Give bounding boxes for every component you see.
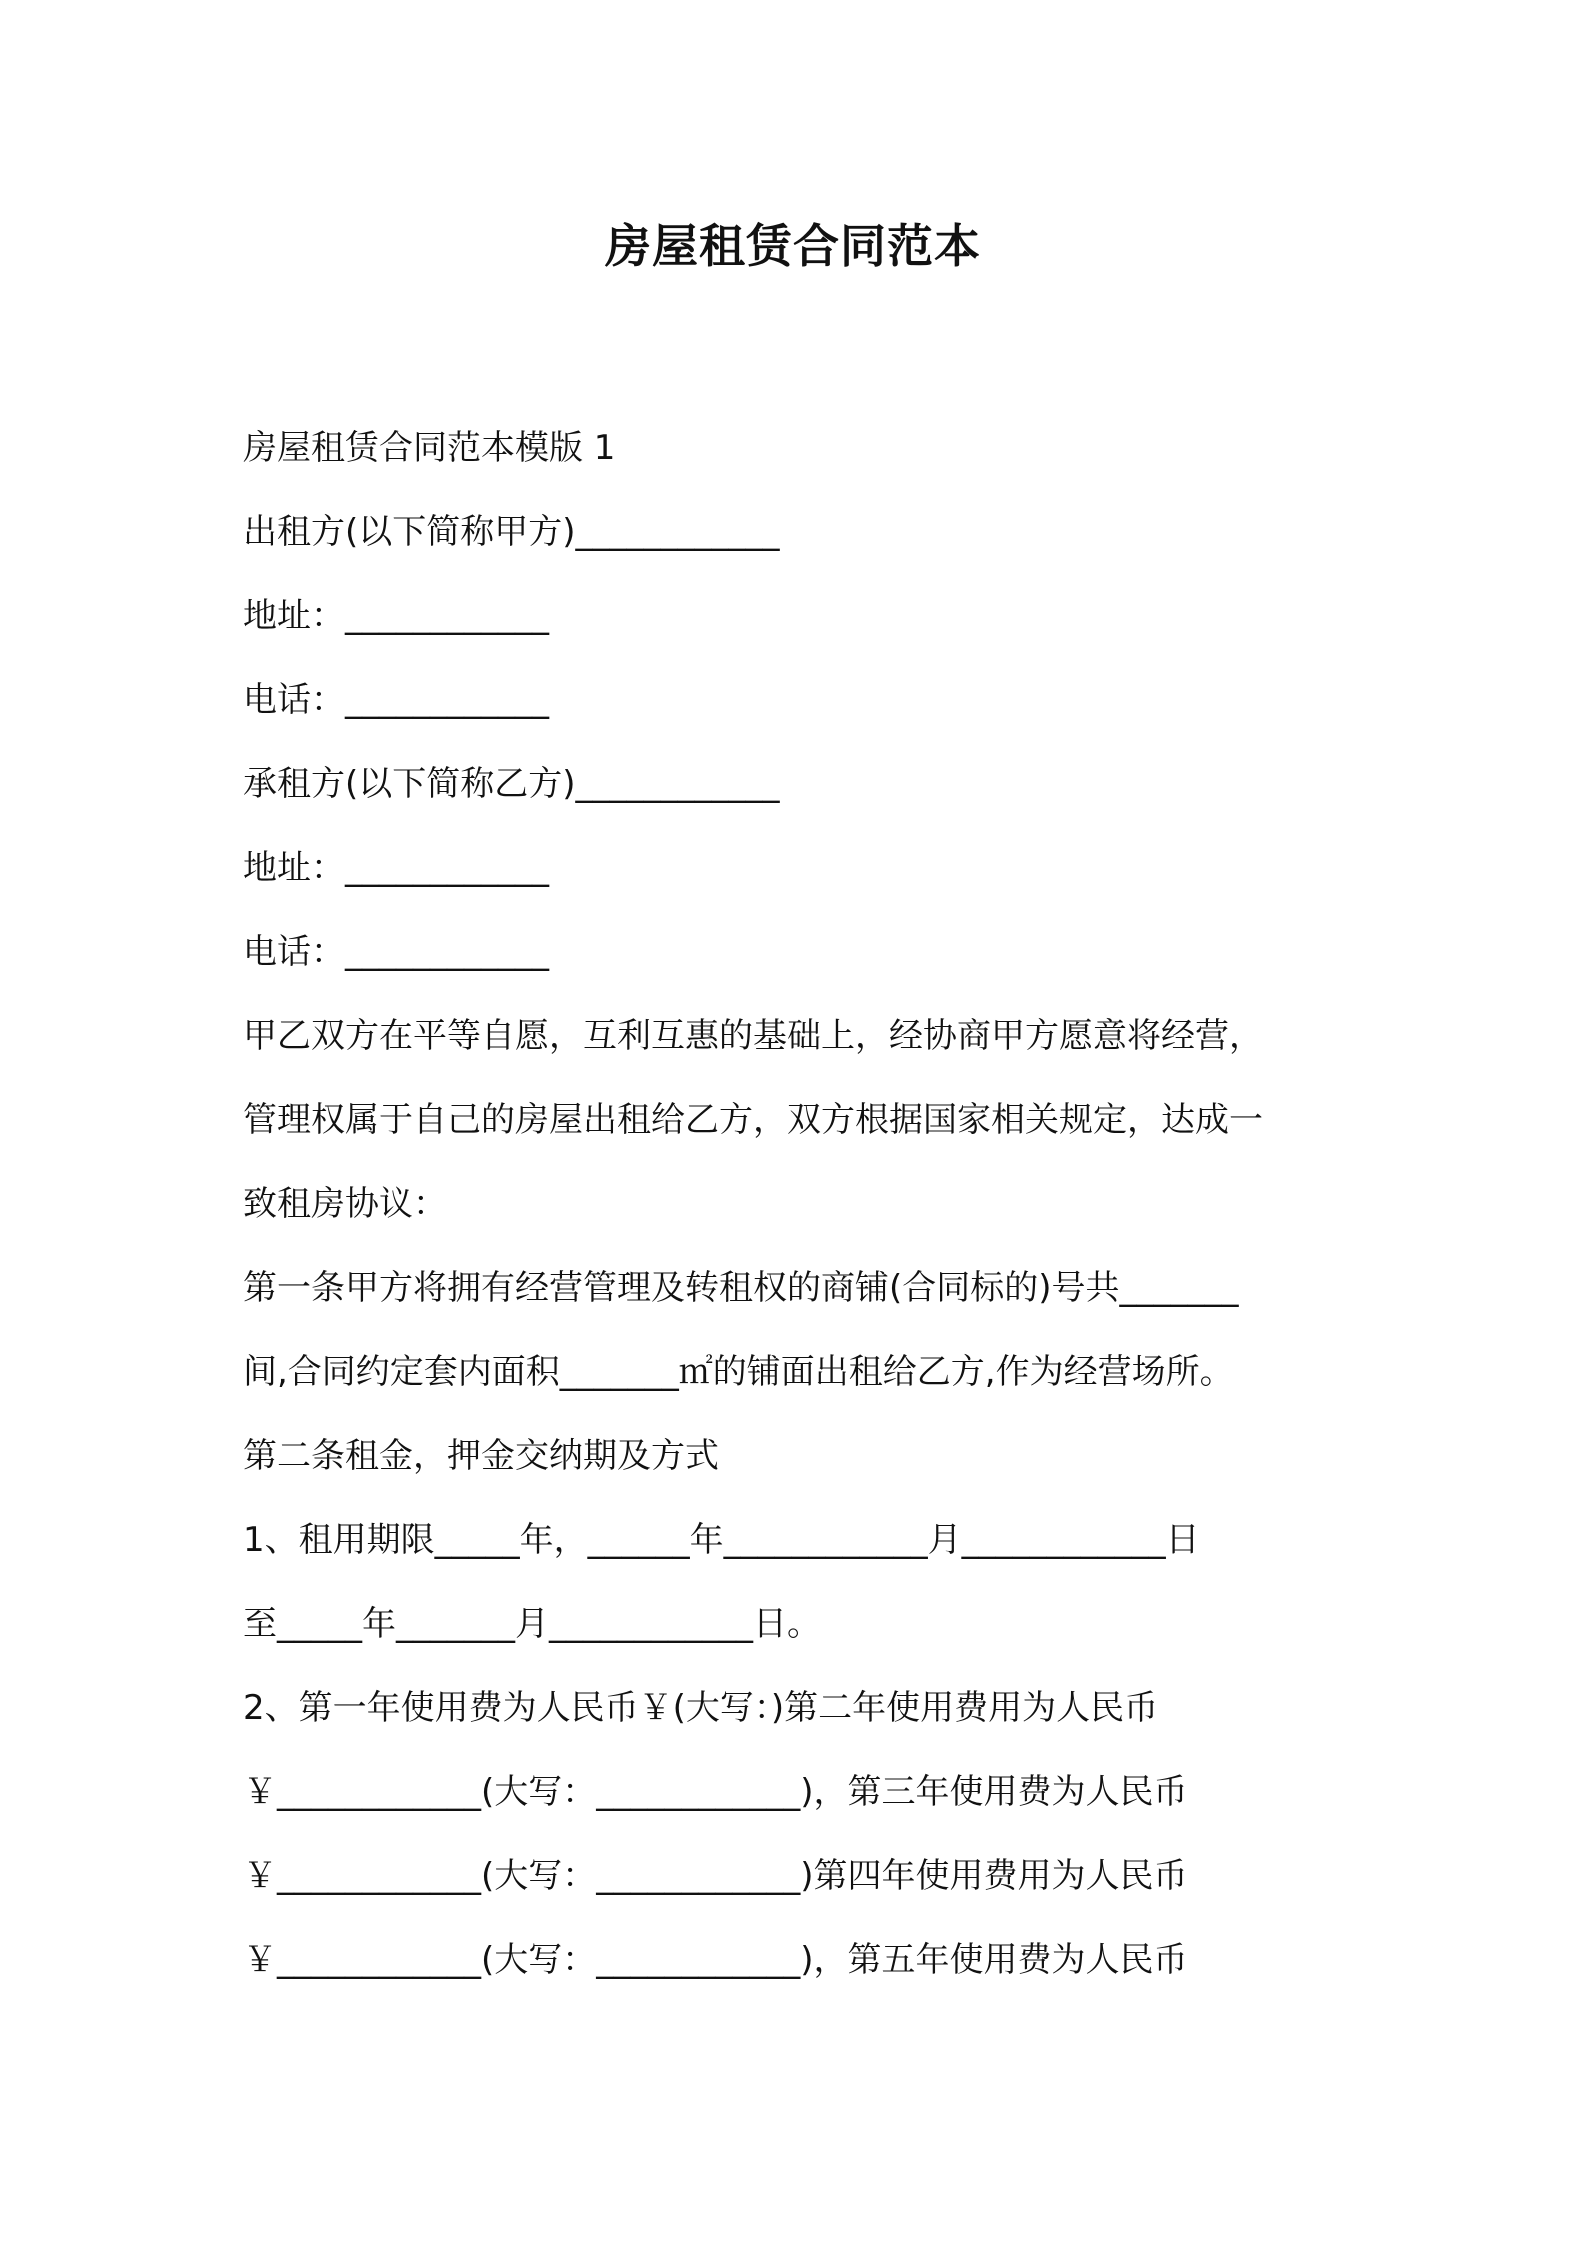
lease-term-line: 1、租用期限_____年，______年____________月____________日 bbox=[243, 1520, 1200, 1560]
document-body bbox=[243, 406, 1363, 2002]
section-heading: 房屋租赁合同范本模版 1 bbox=[243, 428, 616, 468]
article-one-line: 间,合同约定套内面积_______㎡的铺面出租给乙方,作为经营场所。 bbox=[243, 1352, 1234, 1392]
fee-line: ￥____________(大写：____________)，第五年使用费为人民币 bbox=[243, 1940, 1188, 1980]
lessee-address-line: 地址：____________ bbox=[243, 848, 549, 888]
fee-line: 2、第一年使用费为人民币￥(大写：)第二年使用费用为人民币 bbox=[243, 1688, 1159, 1728]
lessor-address-line: 地址：____________ bbox=[243, 596, 549, 636]
lessor-phone-line: 电话：____________ bbox=[243, 680, 549, 720]
fee-line: ￥____________(大写：____________)第四年使用费用为人民币 bbox=[243, 1856, 1188, 1896]
preamble-line: 致租房协议： bbox=[243, 1184, 447, 1224]
preamble-line: 管理权属于自己的房屋出租给乙方，双方根据国家相关规定，达成一 bbox=[243, 1100, 1263, 1140]
lessor-line: 出租方(以下简称甲方)____________ bbox=[243, 512, 780, 552]
preamble-line: 甲乙双方在平等自愿，互利互惠的基础上，经协商甲方愿意将经营， bbox=[243, 1016, 1263, 1056]
lease-term-line: 至_____年_______月____________日。 bbox=[243, 1604, 821, 1644]
article-one-line: 第一条甲方将拥有经营管理及转租权的商铺(合同标的)号共_______ bbox=[243, 1268, 1239, 1308]
document-title: 房屋租赁合同范本 bbox=[605, 219, 981, 273]
fee-line: ￥____________(大写：____________)，第三年使用费为人民币 bbox=[243, 1772, 1188, 1812]
lessee-phone-line: 电话：____________ bbox=[243, 932, 549, 972]
article-two-heading: 第二条租金，押金交纳期及方式 bbox=[243, 1436, 719, 1476]
lessee-line: 承租方(以下简称乙方)____________ bbox=[243, 764, 780, 804]
